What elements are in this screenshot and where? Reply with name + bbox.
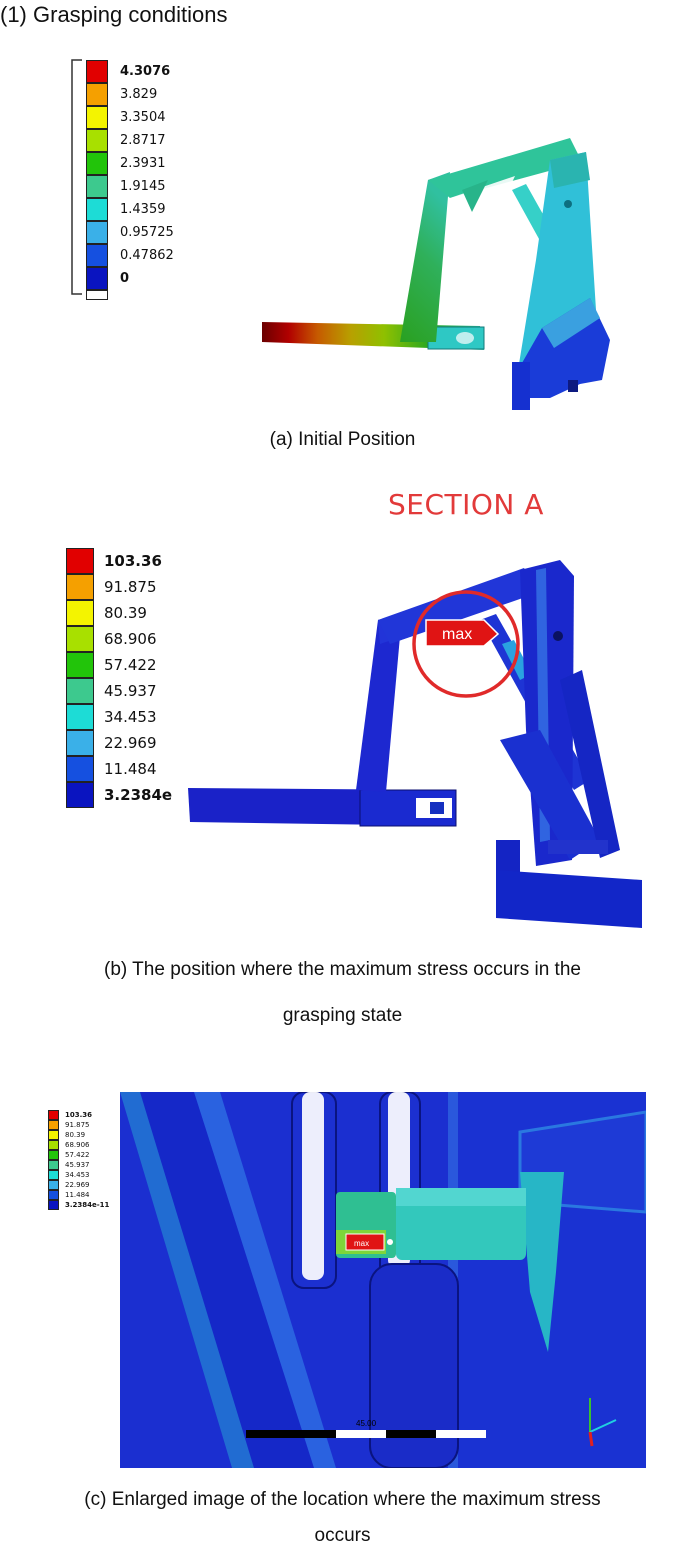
legend-label: 45.937 [104,682,157,700]
legend-label: 3.2384e [104,786,173,804]
legend-swatch [86,198,108,221]
legend-label: 80.39 [104,604,147,622]
legend-swatch [66,678,94,704]
legend-label: 57.422 [104,656,157,674]
legend-swatch [86,267,108,290]
legend-swatch [86,152,108,175]
legend-swatch [86,290,108,300]
legend-label: 34.453 [104,708,157,726]
legend-label: 57.422 [65,1151,90,1159]
legend-label: 0 [120,271,130,286]
section-a-label: SECTION A [388,488,544,521]
legend-swatch [48,1110,59,1120]
legend-swatch [66,704,94,730]
legend-swatch [86,175,108,198]
legend-swatch [48,1150,59,1160]
legend-swatch [48,1200,59,1210]
legend-label: 1.9145 [120,179,166,194]
legend-label: 4.3076 [120,64,171,79]
caption-b-line2: grasping state [282,1005,403,1026]
legend-swatch [86,221,108,244]
legend-label: 2.8717 [120,133,166,148]
caption-a: (a) Initial Position [269,429,416,450]
legend-swatch [86,106,108,129]
gripper-model-initial [250,80,640,410]
panel-a-figure [0,40,685,420]
gripper-model-grasping [180,540,650,930]
legend-swatch [66,574,94,600]
legend-swatch [66,600,94,626]
legend-swatch [66,548,94,574]
legend-label: 91.875 [65,1121,90,1129]
legend-label: 68.906 [104,630,157,648]
enlarged-stress-view [44,1092,646,1468]
legend-label: 68.906 [65,1141,90,1149]
legend-swatch [48,1170,59,1180]
max-tag-c: max [354,1239,370,1248]
legend-swatch [66,782,94,808]
legend-label: 45.937 [65,1161,90,1169]
panel-b-figure [0,480,685,930]
panel-c-figure [44,1092,646,1468]
legend-label: 3.2384e-11 [65,1201,110,1209]
caption-c-line1: (c) Enlarged image of the location where the maximum stress [84,1489,601,1510]
section-heading: (1) Grasping conditions [0,2,228,27]
legend-label: 103.36 [104,552,162,570]
scale-label: 45.00 [356,1419,377,1428]
legend-label: 22.969 [104,734,157,752]
legend-label: 11.484 [104,760,157,778]
legend-c [48,1110,128,1240]
legend-swatch [86,60,108,83]
legend-swatch [66,626,94,652]
legend-swatch [48,1180,59,1190]
max-tag: max [442,626,473,643]
legend-swatch [48,1130,59,1140]
legend-label: 2.3931 [120,156,166,171]
legend-swatch [66,652,94,678]
caption-c-line2: occurs [314,1525,371,1546]
legend-label: 22.969 [65,1181,90,1189]
legend-label: 80.39 [65,1131,86,1139]
legend-swatch [66,730,94,756]
legend-label: 34.453 [65,1171,90,1179]
legend-swatch [48,1160,59,1170]
legend-label: 103.36 [65,1111,93,1119]
legend-swatch [86,244,108,267]
legend-label: 3.3504 [120,110,166,125]
legend-swatch [66,756,94,782]
legend-swatch [86,83,108,106]
legend-swatch [48,1140,59,1150]
legend-swatch [48,1190,59,1200]
legend-label: 1.4359 [120,202,166,217]
legend-label: 3.829 [120,87,158,102]
legend-label: 91.875 [104,578,157,596]
legend-label: 11.484 [65,1191,90,1199]
legend-a [86,60,246,310]
caption-b-line1: (b) The position where the maximum stress occurs in the [104,959,581,980]
legend-label: 0.47862 [120,248,174,263]
legend-label: 0.95725 [120,225,174,240]
legend-swatch [48,1120,59,1130]
legend-swatch [86,129,108,152]
